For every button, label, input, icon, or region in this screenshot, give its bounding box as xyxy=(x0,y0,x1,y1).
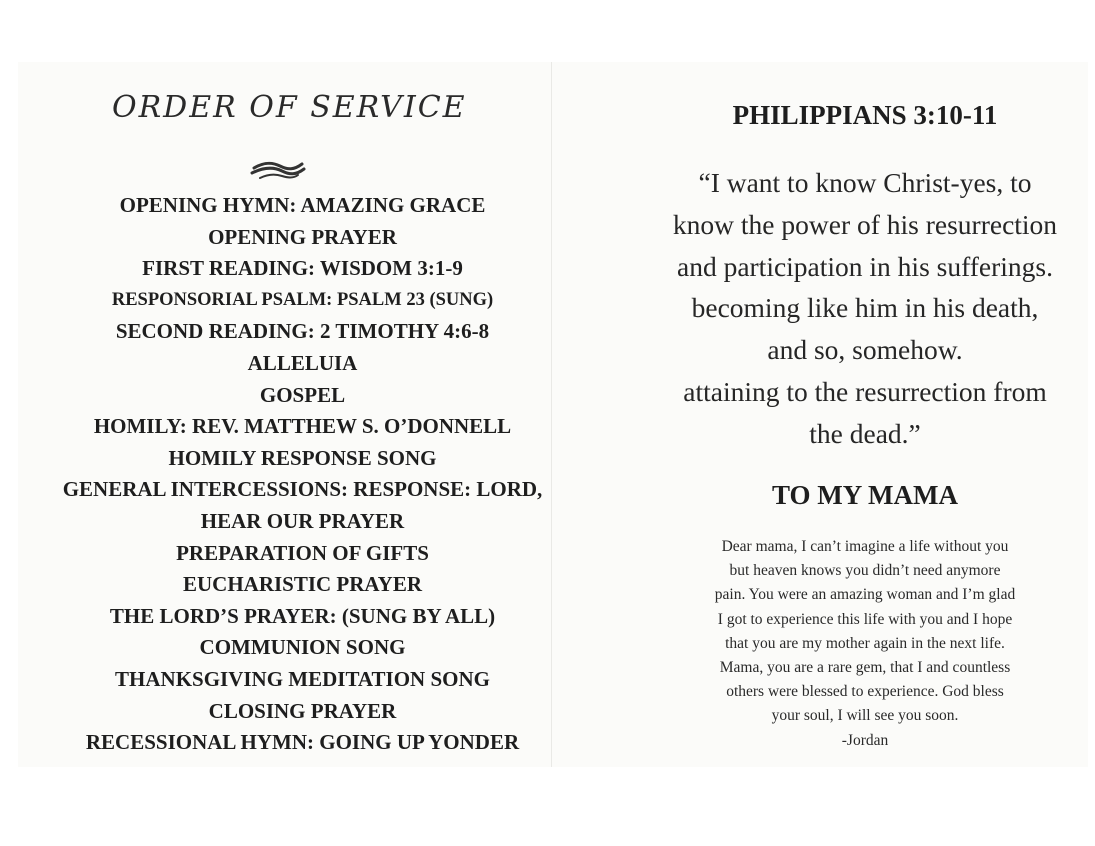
tribute-line: others were blessed to experience. God bless xyxy=(726,683,1004,701)
service-item: HEAR OUR PRAYER xyxy=(200,508,405,533)
scripture-verse xyxy=(635,162,1095,455)
service-item: RECESSIONAL HYMN: GOING UP YONDER xyxy=(85,730,520,755)
service-item: HOMILY: REV. MATTHEW S. O’DONNELL xyxy=(93,414,512,439)
service-item: GOSPEL xyxy=(259,382,346,407)
tribute-line: Dear mama, I can’t imagine a life without you xyxy=(721,538,1009,555)
verse-line: attaining to the resurrection from xyxy=(683,375,1047,407)
tribute-line: but heaven knows you didn’t need anymore xyxy=(729,562,1001,580)
service-item: OPENING PRAYER xyxy=(208,224,397,249)
service-item: SECOND READING: 2 TIMOTHY 4:6-8 xyxy=(115,319,490,344)
verse-line: the dead.” xyxy=(809,417,921,449)
tribute-line: pain. You were an amazing woman and I’m glad xyxy=(714,586,1016,604)
order-of-service-title: ORDER OF SERVICE xyxy=(112,90,467,125)
service-item: CLOSING PRAYER xyxy=(208,698,397,723)
service-item: RESPONSORIAL PSALM: PSALM 23 (SUNG) xyxy=(111,289,494,310)
service-item: ALLELUIA xyxy=(247,350,358,375)
verse-line: and so, somehow. xyxy=(767,334,963,366)
service-item: THANKSGIVING MEDITATION SONG xyxy=(115,666,490,691)
verse-line: becoming like him in his death, xyxy=(691,292,1039,324)
service-item: GENERAL INTERCESSIONS: RESPONSE: LORD, xyxy=(62,477,543,502)
service-item: COMMUNION SONG xyxy=(199,635,406,660)
tribute-signature: -Jordan xyxy=(841,731,889,749)
service-order-list xyxy=(40,190,565,759)
verse-line: and participation in his sufferings. xyxy=(676,250,1054,282)
service-item: HOMILY RESPONSE SONG xyxy=(168,445,437,470)
wave-ornament-icon xyxy=(250,158,306,182)
service-item: PREPARATION OF GIFTS xyxy=(176,540,429,565)
service-item: OPENING HYMN: AMAZING GRACE xyxy=(119,193,486,217)
tribute-line: I got to experience this life with you and I hope xyxy=(717,610,1013,628)
service-item: THE LORD’S PRAYER: (SUNG BY ALL) xyxy=(109,603,496,628)
tribute-line: your soul, I will see you soon. xyxy=(771,707,959,725)
verse-line: “I want to know Christ-yes, to xyxy=(698,167,1032,198)
tribute-message xyxy=(660,535,1070,753)
verse-line: know the power of his resurrection xyxy=(672,208,1058,240)
tribute-line: Mama, you are a rare gem, that I and countless xyxy=(719,659,1011,677)
service-item: EUCHARISTIC PRAYER xyxy=(182,572,423,597)
service-item: FIRST READING: WISDOM 3:1-9 xyxy=(142,256,463,281)
tribute-line: that you are my mother again in the next life. xyxy=(725,634,1005,652)
tribute-title: TO MY MAMA xyxy=(772,480,958,510)
scripture-reference: PHILIPPIANS 3:10-11 xyxy=(732,100,998,130)
